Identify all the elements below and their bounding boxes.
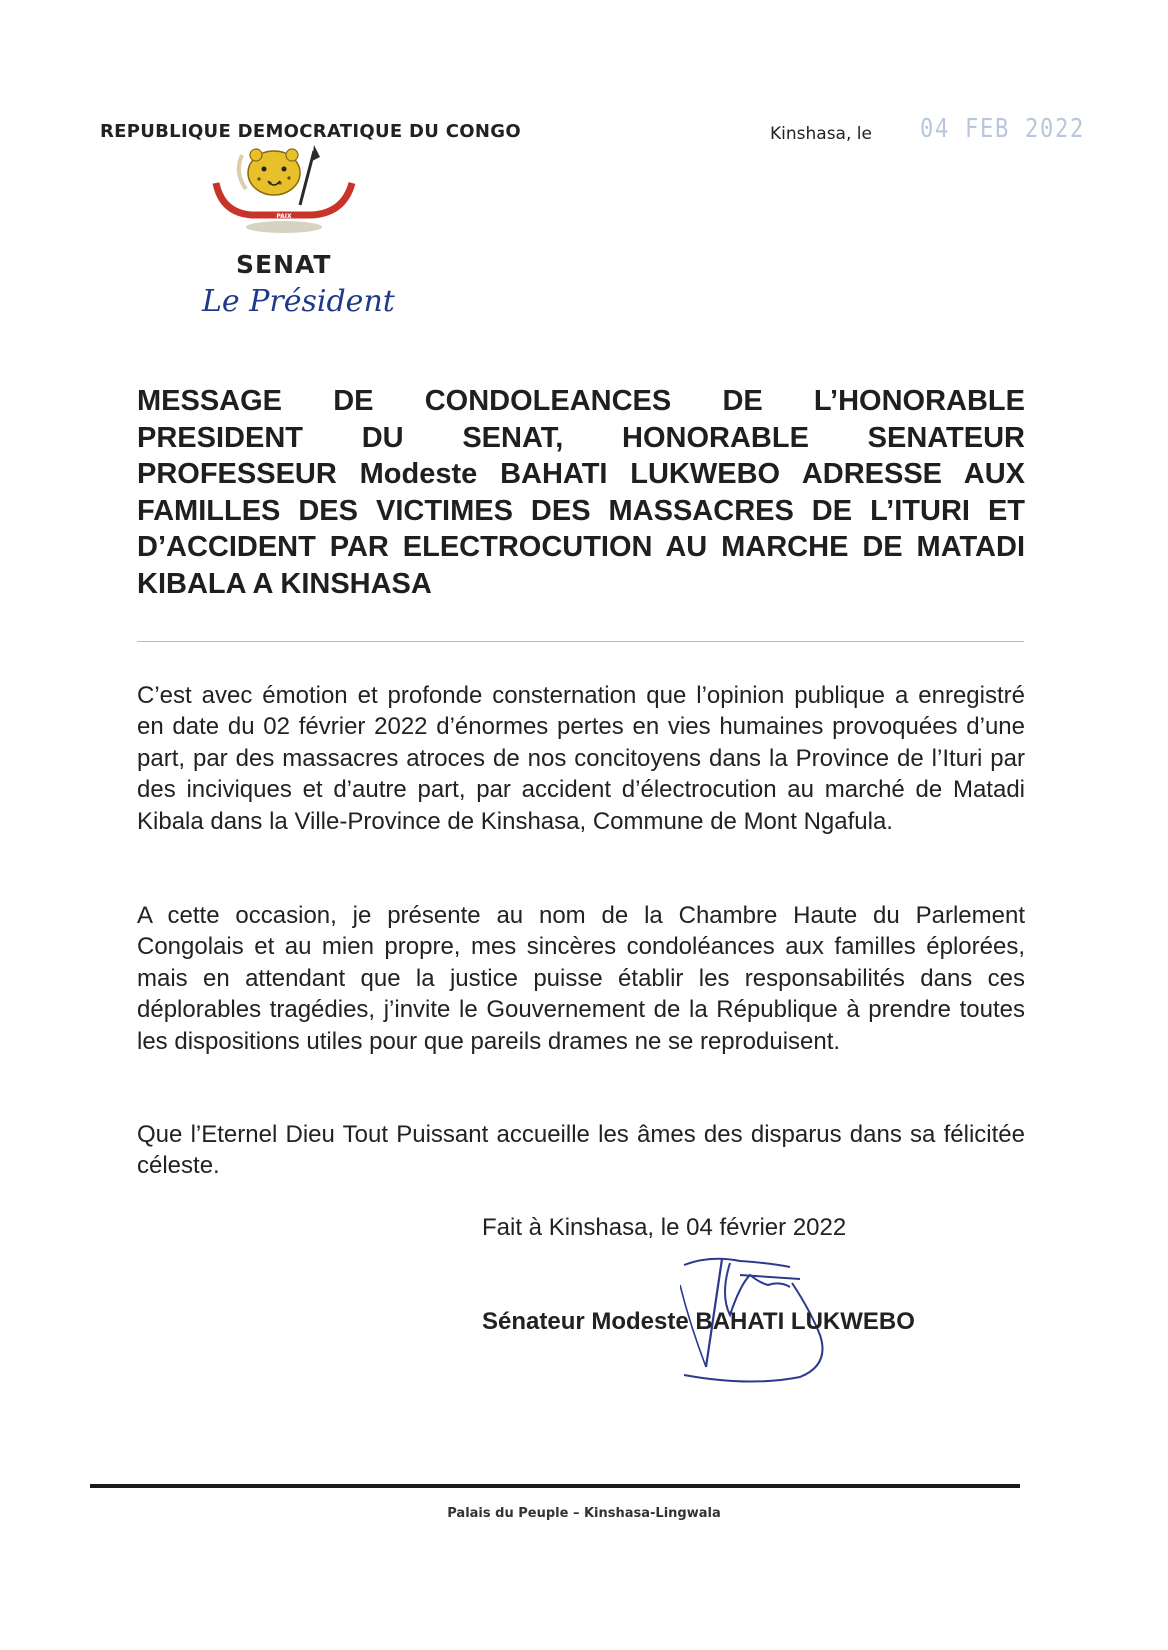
- body-paragraph-1: C’est avec émotion et profonde consternation que l’opinion publique a enregistré en date du 02 février 2022 d’énormes pertes en vies humaines provoquées d’une part, par des massacres atroces de nos concitoyens dans la Province de l’Ituri par des inciviques et d’autre part, par accident d’électrocution au marché de Matadi Kibala dans la Ville-Province de Kinshasa, Commune de Mont Ngafula.: [137, 682, 1025, 835]
- date-stamp: 04 FEB 2022: [920, 114, 1086, 144]
- institution-name: SENAT: [236, 250, 332, 279]
- body-paragraph-3: Que l’Eternel Dieu Tout Puissant accueille les âmes des disparus dans sa félicitée céleste.: [137, 1121, 1025, 1180]
- place-and-date: Fait à Kinshasa, le 04 février 2022: [482, 1214, 847, 1241]
- message-title: MESSAGE DE CONDOLEANCES DE L’HONORABLE PRESIDENT DU SENAT, HONORABLE SENATEUR PROFESSEUR Modeste BAHATI LUKWEBO ADRESSE AUX FAMILLES DES VICTIMES DES MASSACRES DE L’ITURI ET D’ACCIDENT PAR ELECTROCUTION AU MARCHE DE MATADI KIBALA A KINSHASA: [137, 385, 1025, 600]
- emblem-motto: PAIX: [276, 213, 292, 220]
- office-title: Le Président: [202, 284, 395, 319]
- title-divider: [137, 641, 1024, 642]
- signer-name: Sénateur Modeste BAHATI LUKWEBO: [482, 1308, 915, 1335]
- footer-divider: [90, 1484, 1020, 1488]
- footer-address: Palais du Peuple – Kinshasa-Lingwala: [447, 1506, 721, 1521]
- country-name: REPUBLIQUE DEMOCRATIQUE DU CONGO: [100, 121, 521, 142]
- coat-of-arms-emblem: [212, 143, 362, 243]
- place-date-label: Kinshasa, le: [770, 124, 872, 144]
- body-paragraph-2: A cette occasion, je présente au nom de la Chambre Haute du Parlement Congolais et au mien propre, mes sincères condoléances aux familles éplorées, mais en attendant que la justice puisse établir les responsabilités dans ces déplorables tragédies, j’invite le Gouvernement de la République à prendre toutes les dispositions utiles pour que pareils drames ne se reproduisent.: [137, 902, 1025, 1055]
